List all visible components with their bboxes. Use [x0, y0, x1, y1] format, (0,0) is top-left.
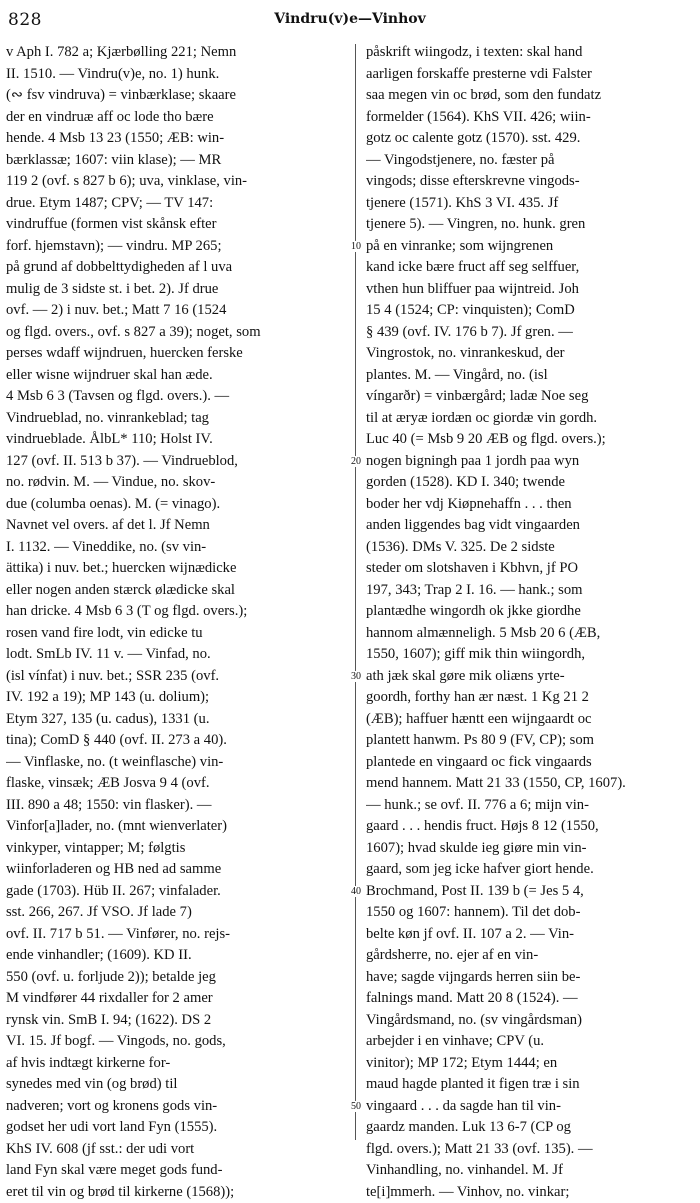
- text-line: formelder (1564). KhS VII. 426; wiin-: [366, 107, 694, 129]
- text-line: forf. hjemstavn); — vindru. MP 265;: [6, 236, 346, 258]
- text-line: rynsk vin. SmB I. 94; (1622). DS 2: [6, 1010, 346, 1032]
- text-line: eller wisne wijndruer skal han æde.: [6, 365, 346, 387]
- text-line: víngarðr) = vinbærgård; ladæ Noe seg: [366, 386, 694, 408]
- text-line: vingaard . . . da sagde han til vin-: [366, 1096, 694, 1118]
- right-column: [366, 42, 694, 1203]
- text-line: gaard . . . hendis fruct. Højs 8 12 (1550,: [366, 816, 694, 838]
- text-line: vindrueblade. ÅlbL* 110; Holst IV.: [6, 429, 346, 451]
- text-line: 119 2 (ovf. s 827 b 6); uva, vinklase, vin-: [6, 171, 346, 193]
- text-line: gaardz manden. Luk 13 6-7 (CP og: [366, 1117, 694, 1139]
- page-number: 828: [8, 10, 42, 30]
- column-divider: [355, 44, 356, 1140]
- margin-line-number: 10: [347, 241, 365, 252]
- text-line: gade (1703). Hüb II. 267; vinfalader.: [6, 881, 346, 903]
- text-line: gårdsherre, no. ejer af en vin-: [366, 945, 694, 967]
- margin-line-number: 20: [347, 456, 365, 467]
- text-line: Etym 327, 135 (u. cadus), 1331 (u.: [6, 709, 346, 731]
- text-line: drue. Etym 1487; CPV; — TV 147:: [6, 193, 346, 215]
- text-line: han dricke. 4 Msb 6 3 (T og flgd. overs.);: [6, 601, 346, 623]
- text-line: der en vindruæ aff oc lode tho bære: [6, 107, 346, 129]
- text-line: falnings mand. Matt 20 8 (1524). —: [366, 988, 694, 1010]
- text-line: og flgd. overs., ovf. s 827 a 39); noget, som: [6, 322, 346, 344]
- text-line: perses wdaff wijndruen, huercken ferske: [6, 343, 346, 365]
- text-line: (∾ fsv vindruva) = vinbærklase; skaare: [6, 85, 346, 107]
- text-line: anden liggendes bag vidt vingaarden: [366, 515, 694, 537]
- text-line: steder om slotshaven i Kbhvn, jf PO: [366, 558, 694, 580]
- text-line: Vinhandling, no. vinhandel. M. Jf: [366, 1160, 694, 1182]
- text-line: arbejder i en vinhave; CPV (u.: [366, 1031, 694, 1053]
- text-line: påskrift wiingodz, i texten: skal hand: [366, 42, 694, 64]
- page-header: [0, 4, 700, 34]
- text-line: bærklassæ; 1607: viin klase); — MR: [6, 150, 346, 172]
- text-line: godset her udi vort land Fyn (1555).: [6, 1117, 346, 1139]
- text-line: flgd. overs.); Matt 21 33 (ovf. 135). —: [366, 1139, 694, 1161]
- text-line: VI. 15. Jf bogf. — Vingods, no. gods,: [6, 1031, 346, 1053]
- text-line: lodt. SmLb IV. 11 v. — Vinfad, no.: [6, 644, 346, 666]
- text-line: no. rødvin. M. — Vindue, no. skov-: [6, 472, 346, 494]
- text-line: nogen bigningh paa 1 jordh paa wyn: [366, 451, 694, 473]
- text-line: Brochmand, Post II. 139 b (= Jes 5 4,: [366, 881, 694, 903]
- text-line: til at æryæ iordæn oc giordæ vin gordh.: [366, 408, 694, 430]
- text-line: eller nogen anden stærck ølædicke skal: [6, 580, 346, 602]
- running-head: Vindru(v)e—Vinhov: [0, 11, 700, 27]
- text-line: ende vinhandler; (1609). KD II.: [6, 945, 346, 967]
- text-line: ath jæk skal gøre mik oliæns yrte-: [366, 666, 694, 688]
- text-line: — Vinflaske, no. (t weinflasche) vin-: [6, 752, 346, 774]
- text-line: boder her vdj Kiøpnehaffn . . . then: [366, 494, 694, 516]
- text-line: 197, 343; Trap 2 I. 16. — hank.; som: [366, 580, 694, 602]
- text-line: aarligen forskaffe presterne vdi Falster: [366, 64, 694, 86]
- text-line: te[i]mmerh. — Vinhov, no. vinkar;: [366, 1182, 694, 1203]
- text-line: have; sagde vijngards herren siin be-: [366, 967, 694, 989]
- text-line: plantes. M. — Vingård, no. (isl: [366, 365, 694, 387]
- text-line: III. 890 a 48; 1550: vin flasker). —: [6, 795, 346, 817]
- text-line: tina); ComD § 440 (ovf. II. 273 a 40).: [6, 730, 346, 752]
- text-line: I. 1132. — Vineddike, no. (sv vin-: [6, 537, 346, 559]
- text-line: maud hagde planted it figen træ i sin: [366, 1074, 694, 1096]
- text-line: (isl vínfat) i nuv. bet.; SSR 235 (ovf.: [6, 666, 346, 688]
- text-line: hende. 4 Msb 13 23 (1550; ÆB: win-: [6, 128, 346, 150]
- text-line: plantede en vingaard oc fick vingaards: [366, 752, 694, 774]
- text-line: KhS IV. 608 (jf sst.: der udi vort: [6, 1139, 346, 1161]
- text-line: 1550, 1607); giff mik thin wiingordh,: [366, 644, 694, 666]
- text-line: synedes med vin (og brød) til: [6, 1074, 346, 1096]
- text-line: af hvis indtægt kirkerne for-: [6, 1053, 346, 1075]
- text-line: rosen vand fire lodt, vin edicke tu: [6, 623, 346, 645]
- text-line: ovf. II. 717 b 51. — Vinfører, no. rejs-: [6, 924, 346, 946]
- text-line: vinkyper, vintapper; M; følgtis: [6, 838, 346, 860]
- text-line: — Vingodstjenere, no. fæster på: [366, 150, 694, 172]
- text-line: gotz oc calente gotz (1570). sst. 429.: [366, 128, 694, 150]
- text-line: § 439 (ovf. IV. 176 b 7). Jf gren. —: [366, 322, 694, 344]
- text-line: gorden (1528). KD I. 340; twende: [366, 472, 694, 494]
- text-line: vingods; disse efterskrevne vingods-: [366, 171, 694, 193]
- text-line: nadveren; vort og kronens gods vin-: [6, 1096, 346, 1118]
- text-line: tjenere 5). — Vingren, no. hunk. gren: [366, 214, 694, 236]
- text-line: goordh, forthy han ær næst. 1 Kg 21 2: [366, 687, 694, 709]
- text-line: II. 1510. — Vindru(v)e, no. 1) hunk.: [6, 64, 346, 86]
- text-line: ättika) i nuv. bet.; huercken wijnædicke: [6, 558, 346, 580]
- text-line: M vindfører 44 rixdaller for 2 amer: [6, 988, 346, 1010]
- margin-line-number: 30: [347, 671, 365, 682]
- text-line: belte køn jf ovf. II. 107 a 2. — Vin-: [366, 924, 694, 946]
- text-line: 4 Msb 6 3 (Tavsen og flgd. overs.). —: [6, 386, 346, 408]
- text-line: plantett hanwm. Ps 80 9 (FV, CP); som: [366, 730, 694, 752]
- text-line: Vingårdsmand, no. (sv vingårdsman): [366, 1010, 694, 1032]
- text-line: hannom almænneligh. 5 Msb 20 6 (ÆB,: [366, 623, 694, 645]
- text-line: plantædhe wingordh ok jkke giordhe: [366, 601, 694, 623]
- text-line: (1536). DMs V. 325. De 2 sidste: [366, 537, 694, 559]
- text-line: 127 (ovf. II. 513 b 37). — Vindrueblod,: [6, 451, 346, 473]
- text-line: Vingrostok, no. vinrankeskud, der: [366, 343, 694, 365]
- text-line: mend hannem. Matt 21 33 (1550, CP, 1607).: [366, 773, 694, 795]
- text-line: tjenere (1571). KhS 3 VI. 435. Jf: [366, 193, 694, 215]
- text-line: 1607); hvad skulde ieg giøre min vin-: [366, 838, 694, 860]
- text-line: gaard, som jeg icke hafver giort hende.: [366, 859, 694, 881]
- text-line: på grund af dobbelttydigheden af l uva: [6, 257, 346, 279]
- text-line: Vinfor[a]lader, no. (mnt wienverlater): [6, 816, 346, 838]
- text-line: Vindrueblad, no. vinrankeblad; tag: [6, 408, 346, 430]
- margin-line-number: 50: [347, 1101, 365, 1112]
- text-line: ovf. — 2) i nuv. bet.; Matt 7 16 (1524: [6, 300, 346, 322]
- text-line: due (columba oenas). M. (= vinago).: [6, 494, 346, 516]
- text-line: Luc 40 (= Msb 9 20 ÆB og flgd. overs.);: [366, 429, 694, 451]
- text-line: 15 4 (1524; CP: vinquisten); ComD: [366, 300, 694, 322]
- text-line: wiinforladeren og HB ned ad samme: [6, 859, 346, 881]
- text-line: 550 (ovf. u. forljude 2)); betalde jeg: [6, 967, 346, 989]
- margin-line-number: 40: [347, 886, 365, 897]
- text-line: kand icke bære fruct aff seg selffuer,: [366, 257, 694, 279]
- text-line: 1550 og 1607: hannem). Til det dob-: [366, 902, 694, 924]
- text-line: mulig de 3 sidste st. i bet. 2). Jf drue: [6, 279, 346, 301]
- text-line: (ÆB); haffuer hæntt een wijngaardt oc: [366, 709, 694, 731]
- text-line: v Aph I. 782 a; Kjærbølling 221; Nemn: [6, 42, 346, 64]
- text-line: saa megen vin oc brød, som den fundatz: [366, 85, 694, 107]
- text-line: land Fyn skal være meget gods fund-: [6, 1160, 346, 1182]
- text-line: på en vinranke; som wijngrenen: [366, 236, 694, 258]
- text-line: vindruffue (formen vist skånsk efter: [6, 214, 346, 236]
- text-line: eret til vin og brød til kirkerne (1568));: [6, 1182, 346, 1203]
- text-line: flaske, vinsæk; ÆB Josva 9 4 (ovf.: [6, 773, 346, 795]
- text-line: vthen hun bliffuer paa wijntreid. Joh: [366, 279, 694, 301]
- text-line: sst. 266, 267. Jf VSO. Jf lade 7): [6, 902, 346, 924]
- text-line: IV. 192 a 19); MP 143 (u. dolium);: [6, 687, 346, 709]
- left-column: [6, 42, 346, 1203]
- text-line: vinitor); MP 172; Etym 1444; en: [366, 1053, 694, 1075]
- text-line: — hunk.; se ovf. II. 776 a 6; mijn vin-: [366, 795, 694, 817]
- text-line: Navnet vel overs. af det l. Jf Nemn: [6, 515, 346, 537]
